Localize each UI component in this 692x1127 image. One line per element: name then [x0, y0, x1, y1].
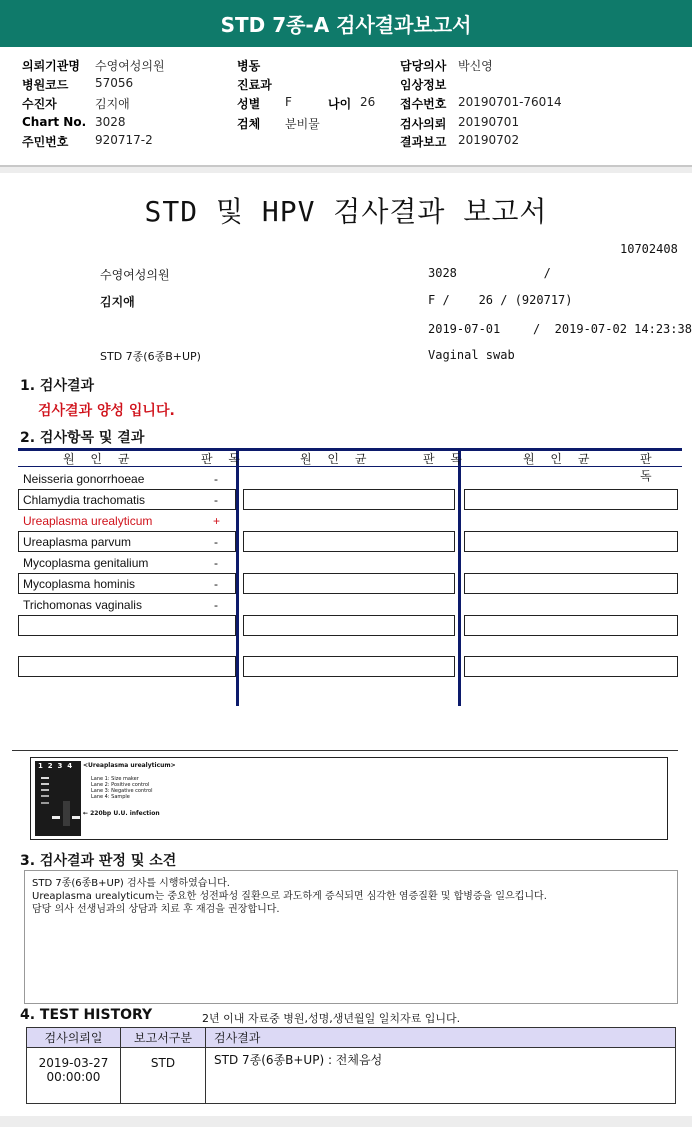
history-header-row: [27, 1028, 676, 1048]
hospital-value: 수영여성의원: [95, 59, 165, 73]
grid-divider-1: [236, 448, 239, 706]
patient-info-panel: [0, 47, 692, 167]
divider: [12, 750, 678, 751]
organism-name: Chlamydia trachomatis: [23, 493, 146, 507]
row-box: [18, 656, 236, 677]
sample-band: [72, 816, 80, 819]
organism-name: Neisseria gonorrhoeae: [23, 472, 145, 486]
positive-band: [52, 816, 60, 819]
row-box: [243, 531, 455, 552]
row-box: [243, 489, 455, 510]
requested-label: 검사의뢰: [400, 117, 447, 131]
gel-lane-numbers: 1 2 3 4: [38, 762, 73, 770]
organism-result: -: [214, 493, 218, 507]
organism-result: -: [214, 472, 218, 486]
chart-label: Chart No.: [22, 115, 87, 129]
sex-label: 성별: [237, 97, 261, 111]
organism-name: Trichomonas vaginalis: [23, 598, 142, 612]
gel-legend: Lane 4: Sample: [91, 794, 130, 800]
col-res-2: 판 독: [423, 452, 468, 466]
specimen-value: 분비물: [285, 117, 320, 131]
gel-image-panel: [30, 757, 668, 840]
history-time: 00:00:00: [46, 1070, 101, 1084]
history-result: STD 7종(6종B+UP) : 전체음성: [206, 1048, 676, 1104]
organism-result: -: [214, 535, 218, 549]
findings-box: [24, 870, 678, 1004]
clinical-label: 임상정보: [400, 78, 447, 92]
separator: [0, 167, 692, 173]
requested-value: 20190701: [458, 115, 520, 129]
dept-label: 진료과: [237, 78, 272, 92]
organism-name: Ureaplasma parvum: [23, 535, 132, 549]
history-col-date: 검사의뢰일: [27, 1028, 121, 1048]
col-org-2: 원 인 균: [300, 452, 373, 466]
organism-name: Mycoplasma genitalium: [23, 556, 149, 570]
ladder-band: [41, 789, 49, 791]
findings-line: STD 7종(6종B+UP) 검사를 시행하였습니다.: [32, 878, 230, 889]
organism-result: -: [214, 556, 218, 570]
ladder-band: [41, 802, 49, 804]
ladder-band: [41, 777, 49, 779]
organism-result: -: [214, 577, 218, 591]
code-label: 병원코드: [22, 78, 69, 92]
section1-title: 1. 검사결과: [20, 378, 95, 394]
sex-value: F: [285, 95, 292, 109]
smear: [63, 801, 70, 826]
findings-text: [32, 877, 547, 916]
report-header-bar: [0, 0, 692, 47]
gel-legend: Lane 1: Size maker: [91, 776, 139, 782]
organism-name-positive: Ureaplasma urealyticum: [23, 514, 153, 528]
row-box: [464, 573, 678, 594]
header-title: STD 7종-A 검사결과보고서: [220, 13, 472, 37]
code-value: 57056: [95, 76, 134, 90]
row-box: [243, 573, 455, 594]
accession-label: 접수번호: [400, 97, 447, 111]
history-note: 2년 이내 자료중 병원,성명,생년월일 일치자료 입니다.: [202, 1012, 461, 1025]
report-patient: 김지애: [100, 295, 135, 309]
result-statement: 검사결과 양성 입니다.: [38, 403, 175, 419]
reported-value: 20190702: [458, 133, 520, 147]
receiver-label: 수진자: [22, 97, 57, 111]
row-box: [464, 489, 678, 510]
results-grid: [18, 448, 682, 706]
organism-result: -: [214, 598, 218, 612]
row-box: [464, 656, 678, 677]
report-date-to: / 2019-07-02 14:23:38: [533, 322, 692, 336]
findings-line: Ureaplasma urealyticum는 중요한 성전파성 질환으로 과도하게 증식되면 심각한 염증질환 및 합병증을 일으킵니다.: [32, 891, 547, 902]
section3-title: 3. 검사결과 판정 및 소견: [20, 853, 177, 869]
age-label: 나이: [328, 97, 352, 111]
history-col-result: 검사결과: [206, 1028, 676, 1048]
row-box: [464, 531, 678, 552]
findings-line: 담당 의사 선생님과의 상담과 치료 후 재검을 권장합니다.: [32, 904, 280, 915]
report-test-name: STD 7종(6종B+UP): [100, 350, 201, 363]
organism-result-positive: +: [213, 514, 221, 528]
report-chart: 3028 /: [428, 266, 551, 280]
history-type: STD: [121, 1048, 206, 1104]
hospital-label: 의뢰기관명: [22, 59, 80, 73]
ladder-band: [41, 783, 49, 785]
report-number: 10702408: [620, 242, 678, 256]
history-col-type: 보고서구분: [121, 1028, 206, 1048]
row-box: [18, 615, 236, 636]
history-table: [26, 1027, 676, 1104]
age-value: 26: [360, 95, 376, 109]
section2-title: 2. 검사항목 및 결과: [20, 430, 145, 446]
doctor-value: 박신영: [458, 59, 493, 73]
accession-value: 20190701-76014: [458, 95, 562, 109]
col-res-1: 판 독: [201, 452, 246, 466]
report-sample: Vaginal swab: [428, 348, 515, 362]
row-box: [243, 615, 455, 636]
col-org-1: 원 인 균: [63, 452, 136, 466]
reported-label: 결과보고: [400, 135, 447, 149]
id-value: 920717-2: [95, 133, 153, 147]
gel-title: <Ureaplasma urealyticum>: [83, 762, 176, 769]
ward-label: 병동: [237, 59, 261, 73]
id-label: 주민번호: [22, 135, 69, 149]
history-date: 2019-03-27: [38, 1056, 109, 1070]
row-box: [243, 656, 455, 677]
grid-divider-2: [458, 448, 461, 706]
gel-legend: Lane 3: Negative control: [91, 788, 153, 794]
ladder-band: [41, 795, 49, 797]
col-org-3: 원 인 균: [523, 452, 596, 466]
report-hospital: 수영여성의원: [100, 268, 170, 282]
gel-photo: [35, 761, 81, 836]
bottom-strip: [0, 1116, 692, 1127]
col-res-3: 판 독: [640, 452, 658, 483]
document-title: STD 및 HPV 검사결과 보고서: [144, 195, 548, 228]
receiver-value: 김지애: [95, 97, 130, 111]
organism-name: Mycoplasma hominis: [23, 577, 136, 591]
history-date-cell: [27, 1048, 121, 1104]
doctor-label: 담당의사: [400, 59, 447, 73]
report-sex-age: F / 26 / (920717): [428, 293, 573, 307]
row-box: [464, 615, 678, 636]
report-date-from: 2019-07-01: [428, 322, 501, 336]
gel-legend: Lane 2: Positive control: [91, 782, 150, 788]
specimen-label: 검체: [237, 117, 261, 131]
section4-title: 4. TEST HISTORY: [20, 1007, 153, 1023]
chart-value: 3028: [95, 115, 126, 129]
history-row: [27, 1048, 676, 1104]
gel-band-label: ← 220bp U.U. infection: [83, 810, 160, 817]
